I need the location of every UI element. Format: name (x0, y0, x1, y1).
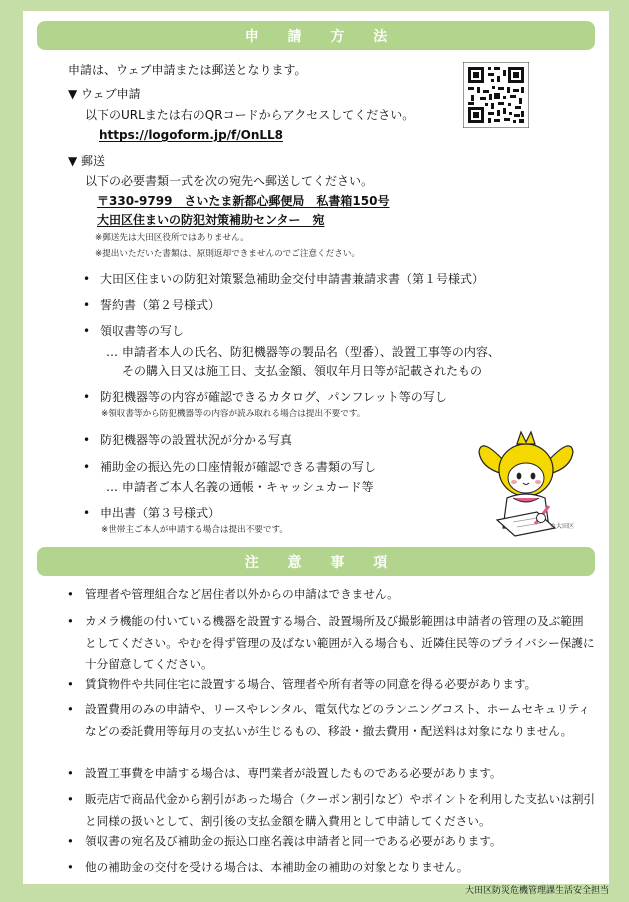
mail-address-line1: 〒330-9799 さいたま新都心郵便局 私書箱150号 (97, 194, 390, 208)
bullet-dot: • (83, 433, 91, 447)
note-item: 領収書の宛名及び補助金の振込口座名義は申請者と同一である必要があります。 (85, 834, 502, 848)
bullet-dot: • (67, 766, 74, 780)
document-item-detail: その購入日又は施工日、支払金額、領収年月日等が記載されたもの (122, 364, 483, 378)
mail-note-1: ※郵送先は大田区役所ではありません。 (95, 233, 249, 243)
note-item: 賃貸物件や共同住宅に設置する場合、管理者や所有者等の同意を得る必要があります。 (85, 677, 537, 691)
document-item-detail: … 申請者本人の氏名、防犯機器等の製品名（型番）、設置工事等の内容、 (106, 345, 500, 359)
section-title-notes: 注 意 事 項 (37, 547, 595, 576)
web-application-heading: ▼ ウェブ申請 (68, 87, 141, 101)
bullet-dot: • (83, 460, 91, 474)
document-item: 申出書（第３号様式） (100, 506, 221, 520)
footer-department: 大田区防災危機管理課生活安全担当 (464, 886, 609, 896)
bullet-dot: • (67, 834, 74, 848)
document-item: 大田区住まいの防犯対策緊急補助金交付申請書兼請求書（第１号様式） (100, 272, 485, 286)
mail-note-2: ※提出いただいた書類は、原則返却できませんのでご注意ください。 (95, 249, 361, 259)
intro-text: 申請は、ウェブ申請または郵送となります。 (68, 63, 307, 77)
note-item: 管理者や管理組合など居住者以外からの申請はできません。 (85, 587, 399, 601)
document-item-note: ※世帯主ご本人が申請する場合は提出不要です。 (101, 525, 288, 535)
bullet-dot: • (67, 860, 74, 874)
bullet-dot: • (67, 792, 74, 806)
document-item-detail: … 申請者ご本人名義の通帳・キャッシュカード等 (106, 480, 374, 494)
document-item: 補助金の振込先の口座情報が確認できる書類の写し (100, 460, 377, 474)
section-title-application: 申 請 方 法 (37, 21, 595, 50)
bullet-dot: • (83, 390, 91, 404)
document-item: 誓約書（第２号様式） (100, 298, 221, 312)
bullet-dot: • (67, 614, 74, 628)
application-url-link[interactable]: https://logoform.jp/f/OnLL8 (99, 128, 284, 142)
mascot-copyright: ©大田区 (550, 523, 575, 530)
note-item: 販売店で商品代金から割引があった場合（クーポン割引など）やポイントを利用した支払いは割引と同様の扱いとして、割引後の支払金額を購入費用として申請してください。 (85, 792, 596, 828)
document-item: 防犯機器等の設置状況が分かる写真 (100, 433, 293, 447)
document-sheet (23, 11, 609, 884)
note-item: 設置工事費を申請する場合は、専門業者が設置したものである必要があります。 (85, 766, 502, 780)
mail-application-desc: 以下の必要書類一式を次の宛先へ郵送してください。 (85, 174, 374, 188)
bullet-dot: • (83, 272, 91, 286)
bullet-dot: • (67, 587, 74, 601)
document-item-note: ※領収書等から防犯機器等の内容が読み取れる場合は提出不要です。 (101, 409, 366, 419)
note-item: 設置費用のみの申請や、リースやレンタル、電気代などのランニングコスト、ホームセキュリティなどの委託費用等毎月の支払いが生じるもの、移設・撤去費用・配送料は対象になりません。 (85, 702, 590, 738)
document-item: 防犯機器等の内容が確認できるカタログ、パンフレット等の写し (100, 390, 447, 404)
mail-address-line2: 大田区住まいの防犯対策補助センター 宛 (97, 213, 325, 227)
note-item: カメラ機能の付いている機器を設置する場合、設置場所及び撮影範囲は申請者の管理の及ぶ範囲としてください。やむを得ず管理の及ばない範囲が入る場合も、近隣住民等のプライバシー保護に十分留意してください。 (85, 614, 595, 671)
mail-application-heading: ▼ 郵送 (68, 154, 106, 168)
web-application-desc: 以下のURLまたは右のQRコードからアクセスしてください。 (85, 108, 415, 122)
bullet-dot: • (67, 677, 74, 691)
note-item: 他の補助金の交付を受ける場合は、本補助金の補助の対象となりません。 (85, 860, 469, 874)
qr-code[interactable] (463, 62, 529, 128)
bullet-dot: • (67, 702, 74, 716)
bullet-dot: • (83, 298, 91, 312)
document-item: 領収書等の写し (100, 324, 185, 338)
bullet-dot: • (83, 324, 91, 338)
bullet-dot: • (83, 506, 91, 520)
